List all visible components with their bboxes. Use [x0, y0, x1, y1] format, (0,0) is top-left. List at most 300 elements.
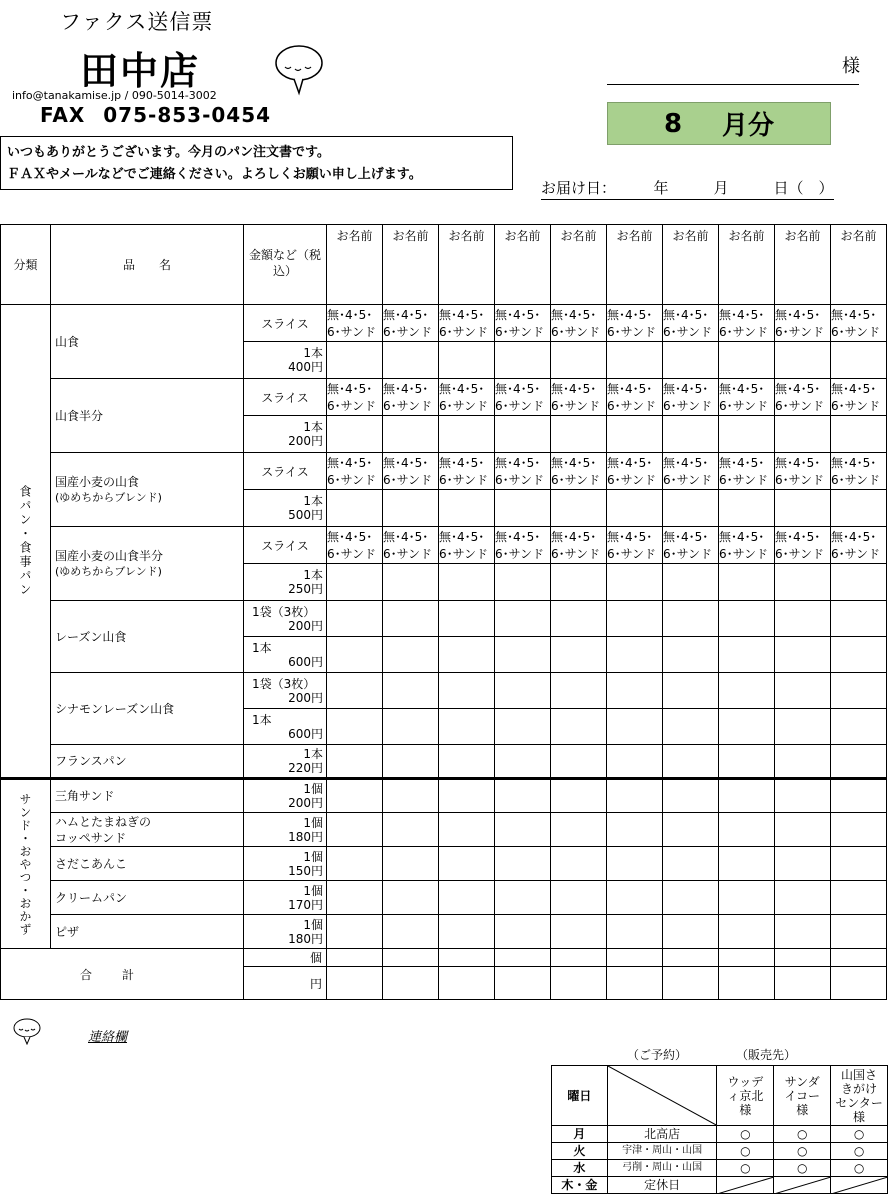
order-cell[interactable]: [495, 779, 551, 813]
order-cell[interactable]: [831, 637, 887, 673]
order-cell[interactable]: [439, 490, 495, 527]
slice-option-cell[interactable]: [495, 527, 551, 564]
order-cell[interactable]: [607, 709, 663, 745]
order-cell[interactable]: [383, 949, 439, 967]
order-cell[interactable]: [439, 915, 495, 949]
order-cell[interactable]: [383, 813, 439, 847]
slice-option-cell[interactable]: [831, 305, 887, 342]
order-cell[interactable]: [439, 601, 495, 637]
order-cell[interactable]: [831, 779, 887, 813]
order-cell[interactable]: [327, 949, 383, 967]
order-cell[interactable]: [495, 745, 551, 779]
customer-name-header[interactable]: お名前: [495, 225, 551, 305]
order-cell[interactable]: [775, 601, 831, 637]
slice-option-cell[interactable]: [719, 379, 775, 416]
price-header: 金額など（税込）: [244, 225, 327, 305]
order-cell[interactable]: [775, 949, 831, 967]
category-sand: サンド・おやつ・おかず: [1, 779, 51, 949]
price-unit: 1個: [303, 883, 323, 898]
item-row: [1, 745, 887, 779]
order-cell[interactable]: [439, 745, 495, 779]
order-cell[interactable]: [719, 745, 775, 779]
order-cell[interactable]: [775, 881, 831, 915]
slice-option-cell[interactable]: [831, 453, 887, 490]
order-cell[interactable]: [607, 745, 663, 779]
customer-suffix: 様: [842, 56, 860, 77]
slice-option-cell[interactable]: [663, 305, 719, 342]
slice-option-2: 6･サンド: [719, 473, 769, 487]
slice-option-cell[interactable]: [551, 305, 607, 342]
slice-option-cell[interactable]: [495, 379, 551, 416]
order-cell[interactable]: [663, 915, 719, 949]
order-cell[interactable]: [327, 564, 383, 601]
order-cell[interactable]: [495, 881, 551, 915]
slice-option-1: 無･4･5･: [775, 530, 821, 544]
item-name: [51, 745, 244, 779]
order-cell[interactable]: [551, 564, 607, 601]
order-cell[interactable]: [439, 637, 495, 673]
slice-option-cell[interactable]: [607, 453, 663, 490]
fax-number: [40, 103, 271, 127]
order-cell[interactable]: [439, 673, 495, 709]
closed-slash: [717, 1177, 774, 1194]
order-cell[interactable]: [327, 847, 383, 881]
fax-number-value: 075-853-0454: [103, 103, 272, 127]
order-cell[interactable]: [383, 881, 439, 915]
customer-name-field[interactable]: [607, 50, 859, 85]
slice-option-2: 6･サンド: [775, 325, 825, 339]
order-cell[interactable]: [327, 779, 383, 813]
customer-name-header[interactable]: お名前: [663, 225, 719, 305]
slice-option-2: 6･サンド: [831, 325, 881, 339]
price-unit: 1袋（3枚）: [252, 676, 316, 691]
order-cell[interactable]: [607, 342, 663, 379]
order-cell[interactable]: [775, 709, 831, 745]
slice-option-cell[interactable]: [663, 379, 719, 416]
order-cell[interactable]: [383, 915, 439, 949]
item-name-text: ハムとたまねぎの: [55, 814, 152, 829]
order-cell[interactable]: [383, 490, 439, 527]
order-cell[interactable]: [383, 342, 439, 379]
order-cell[interactable]: [831, 564, 887, 601]
order-cell[interactable]: [775, 779, 831, 813]
order-cell[interactable]: [383, 564, 439, 601]
slice-option-2: 6･サンド: [831, 473, 881, 487]
order-cell[interactable]: [327, 915, 383, 949]
order-cell[interactable]: [663, 779, 719, 813]
order-cell[interactable]: [663, 881, 719, 915]
order-cell[interactable]: [663, 601, 719, 637]
price-unit: 1袋（3枚）: [252, 604, 316, 619]
price-cell: [244, 342, 327, 379]
order-cell[interactable]: [831, 601, 887, 637]
slice-option-cell[interactable]: [719, 305, 775, 342]
schedule-row: [552, 1160, 888, 1177]
slice-option-1: 無･4･5･: [495, 530, 541, 544]
slice-option-cell[interactable]: [663, 527, 719, 564]
item-row: [1, 305, 887, 342]
slice-option-cell[interactable]: [327, 379, 383, 416]
order-cell[interactable]: [439, 967, 495, 1000]
order-cell[interactable]: [775, 967, 831, 1000]
month-suffix: 月分: [722, 111, 775, 141]
order-cell[interactable]: [775, 416, 831, 453]
schedule-circle: ○: [774, 1126, 831, 1143]
slice-option-1: 無･4･5･: [439, 382, 485, 396]
order-cell[interactable]: [607, 673, 663, 709]
slice-option-cell[interactable]: [831, 527, 887, 564]
schedule-day: 火: [552, 1143, 608, 1160]
slice-option-2: 6･サンド: [383, 547, 433, 561]
customer-name-header[interactable]: お名前: [383, 225, 439, 305]
order-cell[interactable]: [551, 709, 607, 745]
slice-option-1: 無･4･5･: [775, 308, 821, 322]
order-cell[interactable]: [495, 847, 551, 881]
slice-option-cell[interactable]: [775, 453, 831, 490]
order-cell[interactable]: [495, 967, 551, 1000]
order-cell[interactable]: [663, 490, 719, 527]
order-cell[interactable]: [383, 967, 439, 1000]
order-cell[interactable]: [327, 709, 383, 745]
slice-option-cell[interactable]: [383, 453, 439, 490]
order-cell[interactable]: [439, 564, 495, 601]
slice-option-cell[interactable]: [551, 453, 607, 490]
price-unit: 1個: [303, 815, 323, 830]
slice-option-1: 無･4･5･: [495, 382, 541, 396]
customer-name-header[interactable]: お名前: [831, 225, 887, 305]
order-cell[interactable]: [607, 847, 663, 881]
order-cell[interactable]: [719, 915, 775, 949]
order-cell[interactable]: [551, 949, 607, 967]
order-cell[interactable]: [383, 847, 439, 881]
order-cell[interactable]: [495, 601, 551, 637]
order-cell[interactable]: [383, 416, 439, 453]
order-cell[interactable]: [831, 967, 887, 1000]
slice-option-2: 6･サンド: [663, 547, 713, 561]
order-cell[interactable]: [775, 490, 831, 527]
price-cell: [244, 779, 327, 813]
order-cell[interactable]: [439, 847, 495, 881]
slice-option-cell[interactable]: [327, 305, 383, 342]
message-box: [0, 136, 513, 190]
order-cell[interactable]: [551, 745, 607, 779]
order-cell[interactable]: [607, 564, 663, 601]
order-cell[interactable]: [383, 779, 439, 813]
order-cell[interactable]: [495, 564, 551, 601]
schedule-circle: ○: [831, 1126, 888, 1143]
order-cell[interactable]: [663, 637, 719, 673]
order-cell[interactable]: [719, 949, 775, 967]
order-cell[interactable]: [607, 779, 663, 813]
slice-option-1: 無･4･5･: [551, 308, 597, 322]
total-yen-unit: 円: [244, 967, 327, 1000]
customer-name-header[interactable]: お名前: [551, 225, 607, 305]
slice-option-cell[interactable]: [719, 453, 775, 490]
order-cell[interactable]: [831, 342, 887, 379]
slice-option-cell[interactable]: [327, 527, 383, 564]
order-cell[interactable]: [551, 416, 607, 453]
order-cell[interactable]: [439, 813, 495, 847]
order-cell[interactable]: [663, 949, 719, 967]
order-cell[interactable]: [775, 813, 831, 847]
order-cell[interactable]: [719, 847, 775, 881]
mascot-icon: [272, 43, 328, 99]
order-cell[interactable]: [831, 673, 887, 709]
reserve-caption: （ご予約）: [627, 1048, 688, 1062]
order-cell[interactable]: [663, 416, 719, 453]
fax-title: ファクス送信票: [60, 10, 214, 34]
slice-option-2: 6･サンド: [439, 547, 489, 561]
order-cell[interactable]: [719, 779, 775, 813]
order-cell[interactable]: [551, 915, 607, 949]
item-row: [1, 881, 887, 915]
order-cell[interactable]: [775, 745, 831, 779]
order-cell[interactable]: [327, 637, 383, 673]
order-cell[interactable]: [327, 813, 383, 847]
price-value: 600円: [288, 654, 323, 669]
schedule-circle: ○: [717, 1160, 774, 1177]
slice-option-cell[interactable]: [439, 305, 495, 342]
slice-option-2: 6･サンド: [607, 325, 657, 339]
order-cell[interactable]: [327, 601, 383, 637]
price-unit: 1本: [252, 712, 272, 727]
order-cell[interactable]: [831, 949, 887, 967]
order-cell[interactable]: [327, 967, 383, 1000]
order-cell[interactable]: [719, 813, 775, 847]
order-cell[interactable]: [495, 813, 551, 847]
order-cell[interactable]: [719, 673, 775, 709]
order-cell[interactable]: [607, 813, 663, 847]
order-cell[interactable]: [719, 709, 775, 745]
slice-option-cell[interactable]: [495, 453, 551, 490]
order-cell[interactable]: [327, 416, 383, 453]
order-cell[interactable]: [495, 490, 551, 527]
store-2-header: サンダイコー様: [774, 1066, 831, 1126]
slice-option-1: 無･4･5･: [831, 382, 877, 396]
order-cell[interactable]: [551, 673, 607, 709]
customer-name-header[interactable]: お名前: [775, 225, 831, 305]
total-row: [1, 949, 887, 967]
slice-option-2: 6･サンド: [495, 547, 545, 561]
order-cell[interactable]: [607, 915, 663, 949]
order-cell[interactable]: [551, 779, 607, 813]
order-cell[interactable]: [383, 637, 439, 673]
closed-slash: [774, 1177, 831, 1194]
slice-option-cell[interactable]: [775, 527, 831, 564]
slice-option-cell[interactable]: [551, 527, 607, 564]
slice-option-cell[interactable]: [439, 527, 495, 564]
order-cell[interactable]: [831, 490, 887, 527]
order-cell[interactable]: [439, 881, 495, 915]
slice-option-cell[interactable]: [775, 305, 831, 342]
slice-option-cell[interactable]: [383, 305, 439, 342]
order-cell[interactable]: [719, 490, 775, 527]
order-cell[interactable]: [551, 881, 607, 915]
slice-option-cell[interactable]: [663, 453, 719, 490]
order-cell[interactable]: [607, 637, 663, 673]
slice-option-2: 6･サンド: [775, 473, 825, 487]
order-cell[interactable]: [831, 813, 887, 847]
schedule-day-header: 曜日: [552, 1066, 608, 1126]
order-cell[interactable]: [663, 967, 719, 1000]
price-cell: [244, 673, 327, 709]
price-value: 200円: [288, 618, 323, 633]
customer-name-header[interactable]: お名前: [327, 225, 383, 305]
item-row: [1, 847, 887, 881]
order-cell[interactable]: [663, 813, 719, 847]
slice-option-cell[interactable]: [551, 379, 607, 416]
price-unit: 1個: [303, 849, 323, 864]
slice-option-1: 無･4･5･: [495, 456, 541, 470]
price-cell: [244, 813, 327, 847]
slice-label: スライス: [244, 453, 327, 490]
order-cell[interactable]: [831, 847, 887, 881]
order-cell[interactable]: [831, 709, 887, 745]
order-cell[interactable]: [663, 847, 719, 881]
order-cell[interactable]: [719, 967, 775, 1000]
slice-option-1: 無･4･5･: [831, 530, 877, 544]
order-cell[interactable]: [327, 881, 383, 915]
slice-option-2: 6･サンド: [439, 399, 489, 413]
order-cell[interactable]: [607, 490, 663, 527]
slice-option-cell[interactable]: [383, 527, 439, 564]
order-cell[interactable]: [551, 342, 607, 379]
order-cell[interactable]: [551, 847, 607, 881]
order-cell[interactable]: [439, 342, 495, 379]
order-cell[interactable]: [551, 601, 607, 637]
order-cell[interactable]: [551, 490, 607, 527]
order-cell[interactable]: [495, 915, 551, 949]
order-cell[interactable]: [775, 673, 831, 709]
order-cell[interactable]: [775, 342, 831, 379]
order-cell[interactable]: [327, 342, 383, 379]
store-3-header: 山国さきがけセンター様: [831, 1066, 888, 1126]
order-cell[interactable]: [383, 745, 439, 779]
order-cell[interactable]: [495, 709, 551, 745]
slice-option-2: 6･サンド: [383, 399, 433, 413]
slice-option-1: 無･4･5･: [327, 382, 373, 396]
order-cell[interactable]: [719, 601, 775, 637]
slice-option-cell[interactable]: [607, 305, 663, 342]
order-cell[interactable]: [327, 490, 383, 527]
order-cell[interactable]: [495, 949, 551, 967]
order-cell[interactable]: [831, 881, 887, 915]
month-value: 8: [663, 108, 683, 139]
slice-option-1: 無･4･5･: [327, 530, 373, 544]
order-cell[interactable]: [607, 967, 663, 1000]
order-table-body: [1, 225, 887, 1000]
order-cell[interactable]: [719, 342, 775, 379]
order-cell[interactable]: [663, 709, 719, 745]
slice-option-2: 6･サンド: [831, 399, 881, 413]
slice-option-cell[interactable]: [495, 305, 551, 342]
slice-option-cell[interactable]: [327, 453, 383, 490]
price-unit: 1本: [303, 346, 323, 360]
order-cell[interactable]: [775, 847, 831, 881]
total-label: 合計: [1, 949, 244, 1000]
item-name: [51, 305, 244, 379]
slice-option-cell[interactable]: [831, 379, 887, 416]
price-value: 400円: [288, 360, 323, 374]
slice-option-cell[interactable]: [439, 379, 495, 416]
slice-option-1: 無･4･5･: [551, 456, 597, 470]
order-cell[interactable]: [831, 745, 887, 779]
item-row: [1, 453, 887, 490]
item-name-text: レーズン山食: [55, 629, 127, 644]
schedule-row: [552, 1126, 888, 1143]
slice-option-1: 無･4･5･: [551, 530, 597, 544]
order-cell[interactable]: [663, 342, 719, 379]
order-cell[interactable]: [831, 915, 887, 949]
order-cell[interactable]: [327, 745, 383, 779]
order-cell[interactable]: [383, 673, 439, 709]
order-cell[interactable]: [551, 813, 607, 847]
order-cell[interactable]: [439, 949, 495, 967]
schedule-circle: ○: [717, 1126, 774, 1143]
order-cell[interactable]: [495, 416, 551, 453]
order-cell[interactable]: [439, 709, 495, 745]
slice-option-cell[interactable]: [719, 527, 775, 564]
price-value: 170円: [288, 897, 323, 912]
order-cell[interactable]: [775, 637, 831, 673]
price-cell: [244, 490, 327, 527]
order-cell[interactable]: [607, 601, 663, 637]
price-cell: [244, 601, 327, 637]
order-cell[interactable]: [495, 342, 551, 379]
item-name-text: フランスパン: [55, 754, 127, 768]
order-cell[interactable]: [383, 709, 439, 745]
order-cell[interactable]: [775, 564, 831, 601]
customer-name-header[interactable]: お名前: [719, 225, 775, 305]
customer-name-header[interactable]: お名前: [439, 225, 495, 305]
order-cell[interactable]: [439, 416, 495, 453]
order-cell[interactable]: [607, 949, 663, 967]
order-cell[interactable]: [551, 637, 607, 673]
order-cell[interactable]: [551, 967, 607, 1000]
order-cell[interactable]: [327, 673, 383, 709]
order-cell[interactable]: [383, 601, 439, 637]
slice-option-cell[interactable]: [775, 379, 831, 416]
order-cell[interactable]: [663, 564, 719, 601]
slice-option-cell[interactable]: [607, 379, 663, 416]
order-cell[interactable]: [719, 564, 775, 601]
item-name: [51, 915, 244, 949]
customer-name-header[interactable]: お名前: [607, 225, 663, 305]
item-name: [51, 601, 244, 673]
price-value: 200円: [288, 690, 323, 705]
order-cell[interactable]: [663, 673, 719, 709]
order-cell[interactable]: [495, 637, 551, 673]
order-cell[interactable]: [607, 416, 663, 453]
order-cell[interactable]: [831, 416, 887, 453]
slice-option-cell[interactable]: [439, 453, 495, 490]
item-row: [1, 527, 887, 564]
order-cell[interactable]: [495, 673, 551, 709]
slice-option-cell[interactable]: [383, 379, 439, 416]
order-cell[interactable]: [719, 416, 775, 453]
price-value: 200円: [288, 796, 323, 810]
slice-option-2: 6･サンド: [383, 325, 433, 339]
order-cell[interactable]: [775, 915, 831, 949]
order-cell[interactable]: [439, 779, 495, 813]
order-cell[interactable]: [607, 881, 663, 915]
order-cell[interactable]: [663, 745, 719, 779]
order-cell[interactable]: [719, 881, 775, 915]
order-cell[interactable]: [719, 637, 775, 673]
slice-option-cell[interactable]: [607, 527, 663, 564]
delivery-date[interactable]: お届け日： 年 月 日（ ）: [541, 177, 834, 200]
slice-option-1: 無･4･5･: [439, 456, 485, 470]
